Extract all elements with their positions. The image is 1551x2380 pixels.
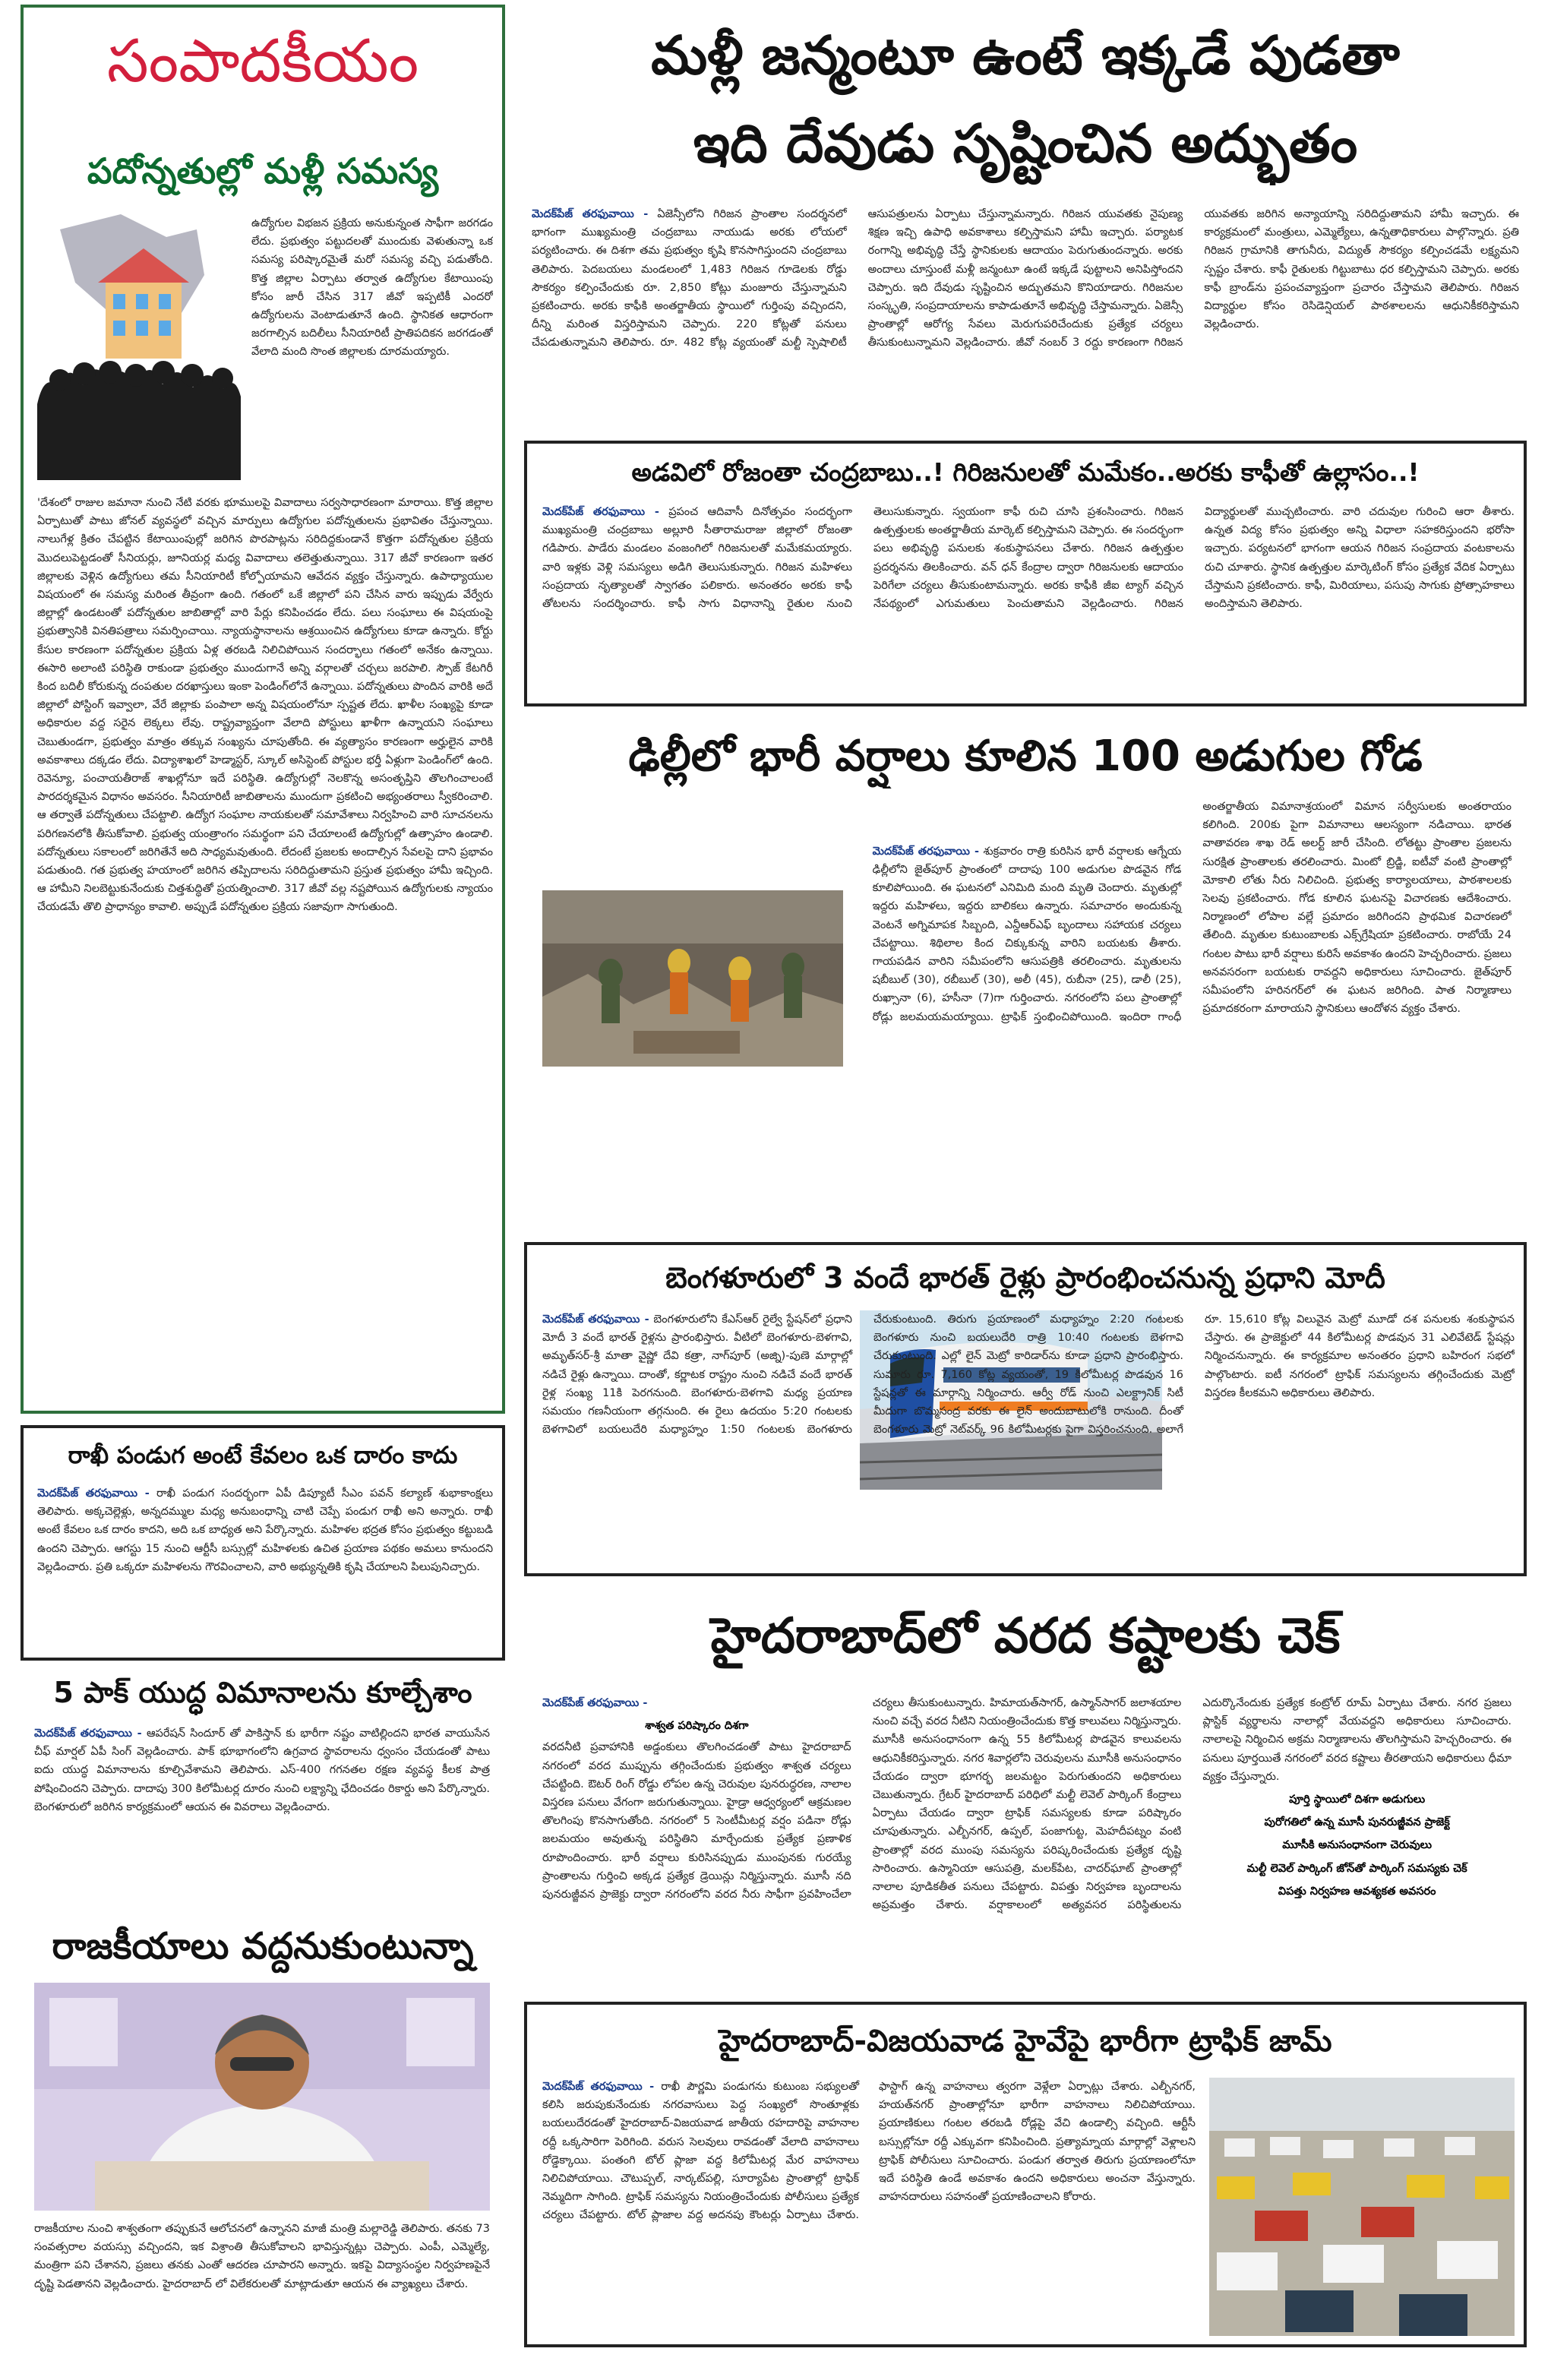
rakhi-body <box>37 1484 493 1651</box>
hyderabad-dateline: మెదక్‌పేజ్ తరఫువాయి - <box>542 1697 648 1709</box>
hyderabad-subhead-1: శాశ్వత పరిష్కారం దిశగా <box>645 1720 749 1733</box>
bengaluru-dateline: మెదక్‌పేజ్ తరఫువాయి - <box>542 1313 649 1326</box>
lead-text: ఏజెన్సీలోని గిరిజన ప్రాంతాల సందర్శనలో భాగంగా ముఖ్యమంత్రి చంద్రబాబు నాయుడు అరకు లోయలో పర్యటించారు. ఈ దిశగా తమ ప్రభుత్వం కృషి కొనసాగిస్తుందని చంద్రబాబు తెలిపారు. పెదబయలు మండలంలో 1,483 గిరిజన గూడెలకు రోడ్డు సౌకర్యం కల్పించేందుకు రూ. 2,850 కోట్లు మంజూరు చేస్తున్నామని ప్రకటించారు. అరకు కాఫీకి అంతర్జాతీయ స్థాయిలో గుర్తింపు వచ్చిందని, దీన్ని మరింత విస్తరిస్తామని చెప్పారు. 220 కోట్లతో పనులు చేపడుతున్నామని తెలిపారు. రూ. 482 కోట్ల వ్యయంతో మల్టీ స్పెషాలిటీ ఆసుపత్రులను ఏర్పాటు చేస్తున్నామన్నారు. గిరిజన యువతకు నైపుణ్య శిక్షణ ఇచ్చి ఉపాధి అవకాశాలు కల్పిస్తామని హామీ ఇచ్చారు. పర్యాటక రంగాన్ని అభివృద్ధి చేస్తే స్థానికులకు ఆదాయం పెరుగుతుందన్నారు. అరకు అందాలు చూస్తుంటే మళ్లీ జన్మంటూ ఉంటే ఇక్కడే పుట్టాలని అనిపిస్తోందని చెప్పారు. ఇది దేవుడు సృష్టించిన అద్భుతమని కొనియాడారు. గిరిజనుల సంస్కృతి, సంప్రదాయాలను కాపాడుతూనే అభివృద్ధి చేస్తామన్నారు. ఏజెన్సీ ప్రాంతాల్లో ఆరోగ్య సేవలు మెరుగుపరిచేందుకు ప్రత్యేక చర్యలు తీసుకుంటున్నామని వెల్లడించారు. జీవో నంబర్ 3 రద్దు కారణంగా గిరిజన యువతకు జరిగిన అన్యాయాన్ని సరిదిద్దుతామని హామీ ఇచ్చారు. ఈ కార్యక్రమంలో మంత్రులు, ఎమ్మెల్యేలు, ఉన్నతాధికారులు పాల్గొన్నారు. ప్రతి గిరిజన గ్రామానికి తాగునీరు, విద్యుత్ సౌకర్యం కల్పించడమే లక్ష్యమని స్పష్టం చేశారు. కాఫీ రైతులకు గిట్టుబాటు ధర కల్పిస్తామని చెప్పారు. అరకు కాఫీ బ్రాండ్‌ను ప్రపంచవ్యాప్తంగా ప్రచారం చేస్తామని తెలిపారు. గిరిజన విద్యార్థుల కోసం రెసిడెన్షియల్ పాఠశాలలను ఆధునికీకరిస్తామని వెల్లడించారు. <box>532 208 1519 349</box>
hyderabad-subhead-5: మల్టీ లెవెల్ పార్కింగ్ జోన్‌తో పార్కింగ్ సమస్యకు చెక్ <box>1246 1862 1467 1875</box>
hyderabad-subhead-6: విపత్తు నిర్వహణ ఆవశ్యకత అవసరం <box>1278 1885 1436 1898</box>
pak-headline: 5 పాక్ యుద్ధ విమానాలను కూల్చేశాం <box>53 1676 472 1709</box>
hyderabad-text: వరదనీటి ప్రవాహానికి అడ్డంకులు తొలగించడంతో పాటు హైదరాబాద్ నగరంలో వరద ముప్పును తగ్గించేందుకు ప్రభుత్వం శాశ్వత చర్యలు చేపట్టింది. ఔటర్ రింగ్ రోడ్డు లోపల ఉన్న చెరువుల పునరుద్ధరణ, నాలాల విస్తరణ పనులు వేగంగా జరుగుతున్నాయి. హైడ్రా ఆధ్వర్యంలో ఆక్రమణల తొలగింపు కొనసాగుతోంది. నగరంలో 5 సెంటీమీటర్ల వర్షం పడినా రోడ్లు జలమయం అవుతున్న పరిస్థితిని మార్చేందుకు ప్రత్యేక ప్రణాళిక రూపొందించారు. భారీ వర్షాలు కురిసినప్పుడు ముంపునకు గురయ్యే ప్రాంతాలను గుర్తించి అక్కడ ప్రత్యేక డ్రెయిన్లు నిర్మిస్తున్నారు. మూసీ నది పునరుజ్జీవన ప్రాజెక్టు ద్వారా నగరంలోని వరద నీరు సాఫీగా ప్రవహించేలా చర్యలు తీసుకుంటున్నారు. హిమాయత్‌సాగర్, ఉస్మాన్‌సాగర్ జలాశయాల నుంచి వచ్చే వరద నీటిని నియంత్రించేందుకు కొత్త కాలువలు నిర్మిస్తున్నారు. మూసీకి అనుసంధానంగా ఉన్న 55 కిలోమీటర్ల పొడవైన కాలువలను ఆధునికీకరిస్తున్నారు. నగర శివార్లలోని చెరువులను మూసీకి అనుసంధానం చేయడం ద్వారా భూగర్భ జలమట్టం పెరుగుతుందని అధికారులు చెబుతున్నారు. గ్రేటర్ హైదరాబాద్ పరిధిలో మల్టీ లెవెల్ పార్కింగ్ కేంద్రాలు ఏర్పాటు చేయడం ద్వారా ట్రాఫిక్ సమస్యలకు కూడా పరిష్కారం చూపుతున్నారు. ఎల్బీనగర్, ఉప్పల్, పంజాగుట్ట, మెహదీపట్నం వంటి ప్రాంతాల్లో వరద ముంపు సమస్యను పరిష్కరించేందుకు ప్రత్యేక దృష్టి సారించారు. ఉస్మానియా ఆసుపత్రి, మలక్‌పేట, చాదర్‌ఘాట్ ప్రాంతాల్లో నాలాల పూడికతీత పనులు చేపట్టారు. విపత్తు నిర్వహణ బృందాలను అప్రమత్తం చేశారు. వర్షాకాలంలో అత్యవసర పరిస్థితులను ఎదుర్కొనేందుకు ప్రత్యేక కంట్రోల్ రూమ్ ఏర్పాటు చేశారు. నగర ప్రజలు ప్లాస్టిక్ వ్యర్థాలను నాలాల్లో వేయవద్దని అధికారులు సూచించారు. నాలాలపై నిర్మించిన అక్రమ నిర్మాణాలను తొలగిస్తామని హెచ్చరించారు. ఈ పనులు పూర్తయితే నగరంలో వరద కష్టాలు తీరతాయని అధికారులు ధీమా వ్యక్తం చేస్తున్నారు. <box>542 1697 1512 1912</box>
politics-body: రాజకీయాల నుంచి శాశ్వతంగా తప్పుకునే ఆలోచనలో ఉన్నానని మాజీ మంత్రి మల్లారెడ్డి తెలిపారు. తనకు 73 సంవత్సరాల వయస్సు వచ్చిందని, ఇక విశ్రాంతి తీసుకోవాలని భావిస్తున్నట్లు చెప్పారు. ఎంపీ, ఎమ్మెల్యే, మంత్రిగా పని చేశానని, ప్రజలు తనకు ఎంతో ఆదరణ చూపారని అన్నారు. ఇకపై విద్యాసంస్థల నిర్వహణపైనే దృష్టి పెడతానని వెల్లడించారు. హైదరాబాద్ లో విలేకరులతో మాట్లాడుతూ ఆయన ఈ వ్యాఖ్యలు చేశారు. <box>34 2223 490 2290</box>
highway-traffic-photo <box>1209 2078 1515 2336</box>
hyderabad-subhead-4: మూసీకి అనుసంధానంగా చెరువులు <box>1282 1839 1432 1852</box>
bengaluru-text: బెంగళూరులోని కేఎస్ఆర్ రైల్వే స్టేషన్‌లో ప్రధాని మోదీ 3 వందే భారత్ రైళ్లను ప్రారంభిస్తారు. వీటిలో బెంగళూరు-బెళగావి, అమృత్‌సర్-శ్రీ మాతా వైష్ణో దేవి కత్రా, నాగ్‌పూర్ (అజ్ని)-పుణె మార్గాల్లో నడిచే రైళ్లు ఉన్నాయి. దాంతో, కర్ణాటక రాష్ట్రం నుంచి నడిచే వందే భారత్ రైళ్ల సంఖ్య 11కి పెరగనుంది. బెంగళూరు-బెళగావి మధ్య ప్రయాణ సమయం గణనీయంగా తగ్గనుంది. ఈ రైలు ఉదయం 5:20 గంటలకు బెళగావిలో బయలుదేరి మధ్యాహ్నం 1:50 గంటలకు బెంగళూరు చేరుకుంటుంది. తిరుగు ప్రయాణంలో మధ్యాహ్నం 2:20 గంటలకు బెంగళూరు నుంచి బయలుదేరి రాత్రి 10:40 గంటలకు బెళగావి చేరుకుంటుంది. ఎల్లో లైన్ మెట్రో కారిడార్‌ను కూడా ప్రధాని ప్రారంభిస్తారు. సుమారు రూ. 7,160 కోట్ల వ్యయంతో, 19 కిలోమీటర్ల పొడవున 16 స్టేషన్లతో ఈ మార్గాన్ని నిర్మించారు. ఆర్వీ రోడ్ నుంచి ఎలక్ట్రానిక్ సిటీ మీదుగా బొమ్మసంద్ర వరకు ఈ లైన్ అందుబాటులోకి రానుంది. దీంతో బెంగళూరు మెట్రో నెట్‌వర్క్ 96 కిలోమీటర్లకు పైగా విస్తరించనుంది. అలాగే రూ. 15,610 కోట్ల విలువైన మెట్రో మూడో దశ పనులకు శంకుస్థాపన చేస్తారు. ఈ ప్రాజెక్టులో 44 కిలోమీటర్ల పొడవున 31 ఎలివేటెడ్ స్టేషన్లు నిర్మించనున్నారు. ఈ కార్యక్రమాల అనంతరం ప్రధాని బహిరంగ సభలో పాల్గొంటారు. ఐటీ నగరంలో ట్రాఫిక్ సమస్యలను తగ్గించేందుకు మెట్రో విస్తరణ కీలకమని అధికారులు తెలిపారు. <box>542 1313 1515 1437</box>
hyderabad-headline: హైదరాబాద్‌లో వరద కష్టాలకు చెక్ <box>710 1608 1341 1664</box>
highway-traffic-article <box>524 2002 1527 2347</box>
mallareddy-photo <box>34 1983 490 2211</box>
bengaluru-body <box>542 1310 1515 1569</box>
highway-body <box>542 2078 1196 2342</box>
highway-headline: హైదరాబాద్-విజయవాడ హైవేపై భారీగా ట్రాఫిక్ జామ్ <box>719 2024 1332 2059</box>
delhi-article <box>524 714 1527 1232</box>
rakhi-text: రాఖీ పండుగ సందర్భంగా ఏపీ డిప్యూటీ సీఎం పవన్ కల్యాణ్ శుభాకాంక్షలు తెలిపారు. అక్కచెల్లెళ్లు, అన్నదమ్ముల మధ్య అనుబంధాన్ని చాటి చెప్పే పండుగ రాఖీ అని అన్నారు. రాఖీ అంటే కేవలం ఒక దారం కాదని, అది ఒక బాధ్యత అని పేర్కొన్నారు. మహిళల భద్రత కోసం ప్రభుత్వం కట్టుబడి ఉందని చెప్పారు. ఆగస్టు 15 నుంచి ఆర్టీసీ బస్సుల్లో మహిళలకు ఉచిత ప్రయాణ పథకం అమలు కానుందని వెల్లడించారు. ప్రతి ఒక్కరూ మహిళలను గౌరవించాలని, వారి అభ్యున్నతికి కృషి చేయాలని పిలుపునిచ్చారు. <box>37 1487 493 1573</box>
pak-article <box>21 1664 505 1902</box>
delhi-headline: ఢిల్లీలో భారీ వర్షాలు కూలిన 100 అడుగుల గోడ <box>628 732 1423 781</box>
araku-text: ప్రపంచ ఆదివాసీ దినోత్సవం సందర్భంగా ముఖ్యమంత్రి చంద్రబాబు అల్లూరి సీతారామరాజు జిల్లాలో రోజంతా గడిపారు. పాడేరు మండలం వంజంగిలో గిరిజనులతో మమేకమయ్యారు. వారి ఇళ్లకు వెళ్లి సమస్యలు అడిగి తెలుసుకున్నారు. గిరిజన మహిళలు సంప్రదాయ నృత్యాలతో స్వాగతం పలికారు. అనంతరం అరకు కాఫీ తోటలను సందర్శించారు. కాఫీ సాగు విధానాన్ని రైతుల నుంచి తెలుసుకున్నారు. స్వయంగా కాఫీ రుచి చూసి ప్రశంసించారు. గిరిజన ఉత్పత్తులకు అంతర్జాతీయ మార్కెట్ కల్పిస్తామని చెప్పారు. ఈ సందర్భంగా పలు అభివృద్ధి పనులకు శంకుస్థాపనలు చేశారు. గిరిజన ఉత్పత్తుల ప్రదర్శనను తిలకించారు. వన్ ధన్ కేంద్రాల ద్వారా గిరిజనులకు ఆదాయం పెరిగేలా చర్యలు తీసుకుంటామన్నారు. అరకు కాఫీకి జీఐ ట్యాగ్ వచ్చిన నేపథ్యంలో ఎగుమతులు పెంచుతామని వెల్లడించారు. గిరిజన విద్యార్థులతో ముచ్చటించారు. వారి చదువుల గురించి ఆరా తీశారు. ఉన్నత విద్య కోసం ప్రభుత్వం అన్ని విధాలా సహకరిస్తుందని భరోసా ఇచ్చారు. పర్యటనలో భాగంగా ఆయన గిరిజన సంప్రదాయ వంటకాలను రుచి చూశారు. స్థానిక ఉత్పత్తుల మార్కెటింగ్ కోసం ప్రత్యేక వేదిక ఏర్పాటు చేస్తామని ప్రకటించారు. కాఫీ, మిరియాలు, పసుపు సాగుకు ప్రోత్సాహకాలు అందిస్తామని తెలిపారు. <box>542 506 1515 611</box>
lead-body <box>532 205 1519 425</box>
pak-text: ఆపరేషన్ సిందూర్ తో పాకిస్తాన్ కు భారీగా నష్టం వాటిల్లిందని భారత వాయుసేన చీఫ్ మార్షల్ ఏపీ సింగ్ వెల్లడించారు. పాక్ భూభాగంలోని ఉగ్రవాద స్థావరాలను ధ్వంసం చేయడంతో పాటు ఐదు యుద్ధ విమానాలను కూల్చివేశామని తెలిపారు. ఎస్-400 గగనతల రక్షణ వ్యవస్థ కీలక పాత్ర పోషించిందని చెప్పారు. దాదాపు 300 కిలోమీటర్ల దూరం నుంచి లక్ష్యాన్ని ఛేదించడం రికార్డు అని పేర్కొన్నారు. బెంగళూరులో జరిగిన కార్యక్రమంలో ఆయన ఈ వివరాలు వెల్లడించారు. <box>34 1727 490 1813</box>
pak-body <box>34 1724 490 1896</box>
editorial-masthead: సంపాదకీయం <box>106 27 419 96</box>
politics-article <box>21 1907 505 2317</box>
araku-body <box>542 503 1515 702</box>
highway-text: రాఖీ పౌర్ణమి పండుగను కుటుంబ సభ్యులతో కలిసి జరుపుకునేందుకు నగరవాసులు పెద్ద సంఖ్యలో సొంతూళ్లకు బయలుదేరడంతో హైదరాబాద్-విజయవాడ జాతీయ రహదారిపై వాహనాల రద్దీ ఒక్కసారిగా పెరిగింది. వరుస సెలవులు రావడంతో వేలాది వాహనాలు రోడ్డెక్కాయి. పంతంగి టోల్ ప్లాజా వద్ద కిలోమీటర్ల మేర వాహనాలు నిలిచిపోయాయి. చౌటుప్పల్, నార్కట్‌పల్లి, సూర్యాపేట ప్రాంతాల్లో ట్రాఫిక్ నెమ్మదిగా సాగింది. ట్రాఫిక్ సమస్యను నియంత్రించేందుకు పోలీసులు ప్రత్యేక చర్యలు చేపట్టారు. టోల్ ప్లాజాల వద్ద అదనపు కౌంటర్లు ఏర్పాటు చేశారు. ఫాస్టాగ్ ఉన్న వాహనాలు త్వరగా వెళ్లేలా ఏర్పాట్లు చేశారు. ఎల్బీనగర్, హయత్‌నగర్ ప్రాంతాల్లోనూ భారీగా వాహనాలు నిలిచిపోయాయి. ప్రయాణికులు గంటల తరబడి రోడ్లపై వేచి ఉండాల్సి వచ్చింది. ఆర్టీసీ బస్సుల్లోనూ రద్దీ ఎక్కువగా కనిపించింది. ప్రత్యామ్నాయ మార్గాల్లో వెళ్లాలని ట్రాఫిక్ పోలీసులు సూచించారు. పండుగ తర్వాత తిరుగు ప్రయాణంలోనూ ఇదే పరిస్థితి ఉండే అవకాశం ఉందని అధికారులు అంచనా వేస్తున్నారు. వాహనదారులు సహనంతో ప్రయాణించాలని కోరారు. <box>542 2081 1196 2222</box>
lead-headline-line1: మళ్లీ జన్మంటూ ఉంటే ఇక్కడే పుడతా <box>651 24 1400 87</box>
rakhi-dateline: మెదక్‌పేజ్ తరఫువాయి - <box>37 1487 150 1500</box>
editorial-box <box>21 5 505 1414</box>
hyderabad-body <box>542 1694 1512 1983</box>
araku-headline: అడవిలో రోజంతా చంద్రబాబు..! గిరిజనులతో మమేకం..అరకు కాఫీతో ఉల్లాసం..! <box>631 457 1420 487</box>
pak-dateline: మెదక్‌పేజ్ తరఫువాయి - <box>34 1727 142 1740</box>
politics-headline: రాజకీయాలు వద్దనుకుంటున్నా <box>52 1925 474 1968</box>
araku-dateline: మెదక్‌పేజ్ తరఫువాయి - <box>542 506 659 518</box>
bengaluru-headline: బెంగళూరులో 3 వందే భారత్ రైళ్లు ప్రారంభించనున్న ప్రధాని మోదీ <box>665 1261 1385 1294</box>
araku-article <box>524 441 1527 706</box>
editorial-lead-text: ఉద్యోగుల విభజన ప్రక్రియ అనుకున్నంత సాఫీగా జరగడం లేదు. ప్రభుత్వం పట్టుదలతో ముందుకు వెళుతున్నా ఒక సమస్య పరిష్కారమైతే మరో సమస్య వచ్చి పడుతోంది. కొత్త జిల్లాల ఏర్పాటు తర్వాత ఉద్యోగుల కేటాయింపు కోసం జారీ చేసిన 317 జీవో ఇప్పటికీ ఎందరో ఉద్యోగులను వెంటాడుతూనే ఉంది. స్థానికత ఆధారంగా జరగాల్సిన బదిలీలు సీనియారిటీ ప్రాతిపదికన జరగడంతో వేలాది మంది సొంత జిల్లాలకు దూరమయ్యారు. <box>251 217 493 359</box>
lead-story <box>524 8 1527 433</box>
delhi-text: శుక్రవారం రాత్రి కురిసిన భారీ వర్షాలకు ఆగ్నేయ ఢిల్లీలోని జైత్‌పూర్ ప్రాంతంలో దాదాపు 100 అడుగుల పొడవైన గోడ కూలిపోయింది. ఈ ఘటనలో ఎనిమిది మంది మృతి చెందారు. మృతుల్లో ఇద్దరు మహిళలు, ఇద్దరు బాలికలు ఉన్నారు. సమాచారం అందుకున్న వెంటనే అగ్నిమాపక సిబ్బంది, ఎన్డీఆర్ఎఫ్ బృందాలు సహాయక చర్యలు చేపట్టాయి. శిథిలాల కింద చిక్కుకున్న వారిని బయటకు తీశారు. గాయపడిన వారిని సమీపంలోని ఆసుపత్రికి తరలించారు. మృతులను షబీబుల్ (30), రబీబుల్ (30), అలీ (45), రుబీనా (25), డాలీ (25), రుఖ్సానా (6), హసీనా (7)గా గుర్తించారు. నగరంలోని పలు ప్రాంతాల్లో రోడ్లు జలమయమయ్యాయి. ట్రాఫిక్ స్తంభించిపోయింది. ఇందిరా గాంధీ అంతర్జాతీయ విమానాశ్రయంలో విమాన సర్వీసులకు అంతరాయం కలిగింది. 200కు పైగా విమానాలు ఆలస్యంగా నడిచాయి. భారత వాతావరణ శాఖ రెడ్ అలర్ట్ జారీ చేసింది. లోతట్టు ప్రాంతాల ప్రజలను సురక్షిత ప్రాంతాలకు తరలించారు. మింటో బ్రిడ్జి, ఐటీవో వంటి ప్రాంతాల్లో మోకాలి లోతు నీరు నిలిచింది. ప్రభుత్వ కార్యాలయాలు, పాఠశాలలకు సెలవు ప్రకటించారు. గోడ కూలిన ఘటనపై విచారణకు ఆదేశించారు. నిర్మాణంలో లోపాల వల్లే ప్రమాదం జరిగిందని ప్రాథమిక విచారణలో తేలింది. మృతుల కుటుంబాలకు ఎక్స్‌గ్రేషియా ప్రకటించారు. రాబోయే 24 గంటల పాటు భారీ వర్షాలు కురిసే అవకాశం ఉందని హెచ్చరించారు. ప్రజలు అనవసరంగా బయటకు రావద్దని అధికారులు సూచించారు. జైత్‌పూర్ సమీపంలోని హరినగర్‌లో ఈ ఘటన జరిగింది. పాత నిర్మాణాలు ప్రమాదకరంగా మారాయని స్థానికులు ఆందోళన వ్యక్తం చేశారు. <box>872 801 1512 1023</box>
hyderabad-flood-article <box>524 1588 1527 1990</box>
telangana-employees-illustration <box>37 207 241 480</box>
editorial-title: పదోన్నతుల్లో మళ్లీ సమస్య <box>87 150 439 191</box>
lead-dateline: మెదక్‌పేజ్ తరఫువాయి - <box>532 208 649 220</box>
delhi-dateline: మెదక్‌పేజ్ తరఫువాయి - <box>872 845 980 858</box>
bengaluru-article <box>524 1242 1527 1576</box>
hyderabad-subhead-3: పురోగతిలో ఉన్న మూసీ పునరుజ్జీవన ప్రాజెక్ట్ <box>1264 1816 1450 1829</box>
lead-headline-line2: ఇది దేవుడు సృష్టించిన అద్భుతం <box>693 112 1358 175</box>
rakhi-article <box>21 1425 505 1661</box>
highway-dateline: మెదక్‌పేజ్ తరఫువాయి - <box>542 2081 655 2093</box>
rakhi-headline: రాఖీ పండుగ అంటే కేవలం ఒక దారం కాదు <box>68 1442 458 1469</box>
editorial-body-text: 'దేశంలో రాజుల జమానా నుంచి నేటి వరకు భూములపై వివాదాలు సర్వసాధారణంగా మారాయి. కొత్త జిల్లాల ఏర్పాటుతో పాటు జోనల్ వ్యవస్థలో వచ్చిన మార్పులు ఉద్యోగుల పదోన్నతులను ప్రభావితం చేస్తున్నాయి. నాలుగేళ్ల క్రితం చేపట్టిన కేటాయింపుల్లో జరిగిన పొరపాట్లను సరిదిద్దకుండానే కొత్తగా పదోన్నతుల ప్రక్రియ మొదలుపెట్టడంతో సీనియర్లు, జూనియర్ల మధ్య వివాదాలు తలెత్తుతున్నాయి. 317 జీవో కారణంగా ఇతర జిల్లాలకు వెళ్లిన ఉద్యోగులు తమ సీనియారిటీ కోల్పోయామని ఆవేదన వ్యక్తం చేస్తున్నారు. ఉపాధ్యాయుల విషయంలో ఈ సమస్య మరింత తీవ్రంగా ఉంది. గతంలో ఒకే జిల్లాలో పని చేసిన వారు ఇప్పుడు వేర్వేరు జిల్లాల్లో ఉండటంతో పదోన్నతుల జాబితాల్లో వారి పేర్లు కనిపించడం లేదు. పలు సంఘాలు ఈ విషయంపై ప్రభుత్వానికి వినతిపత్రాలు సమర్పించాయి. న్యాయస్థానాలను ఆశ్రయించిన ఉద్యోగులు కూడా ఉన్నారు. కోర్టు కేసుల కారణంగా పదోన్నతుల ప్రక్రియ ఏళ్ల తరబడి నిలిచిపోయిన సందర్భాలు గతంలో అనేకం ఉన్నాయి. ఈసారి అలాంటి పరిస్థితి రాకుండా ప్రభుత్వం ముందుగానే అన్ని వర్గాలతో చర్చలు జరపాలి. స్పౌజ్ కేటగిరీ కింద బదిలీ కోరుకున్న దంపతుల దరఖాస్తులు ఇంకా పెండింగ్‌లోనే ఉన్నాయి. పదోన్నతులు పొందిన వారికి అదే జిల్లాలో పోస్టింగ్ ఇవ్వాలా, వేరే జిల్లాకు పంపాలా అన్న విషయంలోనూ స్పష్టత లేదు. ఖాళీల సంఖ్యపై కూడా అధికారుల వద్ద సరైన లెక్కలు లేవు. రాష్ట్రవ్యాప్తంగా వేలాది పోస్టులు ఖాళీగా ఉన్నాయని సంఘాలు చెబుతుండగా, ప్రభుత్వం మాత్రం తక్కువ సంఖ్యను చూపుతోంది. ఈ వ్యత్యాసం కారణంగా అర్హులైన వారికి అవకాశాలు దక్కడం లేదు. విద్యాశాఖలో హెడ్మాస్టర్, స్కూల్ అసిస్టెంట్ పోస్టుల భర్తీ ఏళ్లుగా పెండింగ్‌లో ఉంది. రెవెన్యూ, పంచాయతీరాజ్ శాఖల్లోనూ ఇదే పరిస్థితి. ఉద్యోగుల్లో నెలకొన్న అసంతృప్తిని తొలగించాలంటే పారదర్శకమైన విధానం అవసరం. సీనియారిటీ జాబితాలను ముందుగా ప్రకటించి అభ్యంతరాలు స్వీకరించాలి. ఆ తర్వాతే పదోన్నతులు చేపట్టాలి. ఉద్యోగ సంఘాల నాయకులతో సమావేశాలు నిర్వహించి వారి సూచనలను పరిగణనలోకి తీసుకోవాలి. ప్రభుత్వ యంత్రాంగం సమర్థంగా పని చేయాలంటే ఉద్యోగుల్లో ఉత్సాహం ఉండాలి. పదోన్నతులు సకాలంలో జరిగితేనే అది సాధ్యమవుతుంది. లేదంటే ప్రజలకు అందాల్సిన సేవలపై దాని ప్రభావం పడుతుంది. గత ప్రభుత్వ హయాంలో జరిగిన తప్పిదాలను సరిదిద్దుతామని ప్రస్తుత ప్రభుత్వం హామీ ఇచ్చింది. ఆ హామీని నిలబెట్టుకునేందుకు చిత్తశుద్ధితో ప్రయత్నించాలి. 317 జీవో వల్ల నష్టపోయిన ఉద్యోగులకు న్యాయం చేయడమే తొలి ప్రాధాన్యం కావాలి. అప్పుడే పదోన్నతుల ప్రక్రియ సజావుగా సాగుతుంది. <box>37 497 493 914</box>
delhi-body <box>542 798 1512 1223</box>
hyderabad-subhead-2: పూర్తి స్థాయిలో దిశగా అడుగులు <box>1289 1794 1426 1806</box>
